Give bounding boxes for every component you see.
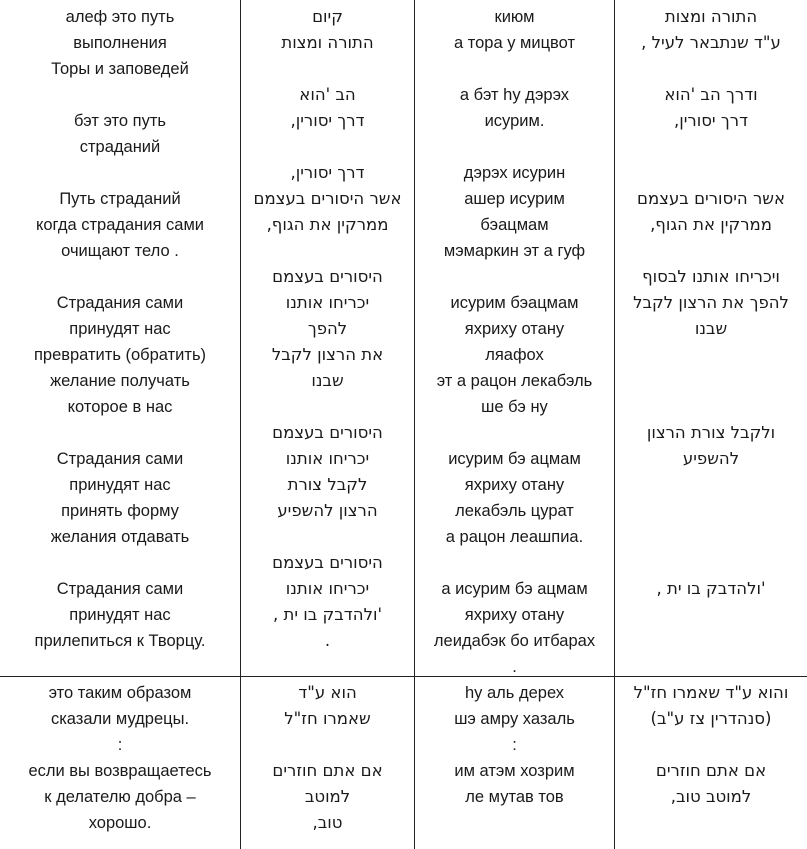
table-cell-line: Страдания сами (56, 294, 184, 312)
table-cell-line: יכריחו אותנו (285, 449, 370, 468)
table-cell-line: ע"ד שנתבאר לעיל , (641, 33, 781, 52)
table-cell-line: мэмаркин эт а гуф (443, 242, 586, 260)
table-cell-line: яхриху отану (464, 320, 565, 338)
table-cell-line: אם אתם חוזרים (655, 761, 767, 780)
table-cell-line: а исурим бэ ацмам (441, 580, 588, 598)
table-cell-line: למוטב טוב, (670, 787, 752, 806)
table-cell-line: שאמרו חז"ל (284, 709, 371, 728)
table-cell-line: להשפיע (682, 449, 740, 468)
table-cell-line: . (324, 631, 331, 650)
table-cell-line: принудят нас (69, 476, 171, 494)
table-cell-line: Страдания сами (56, 450, 184, 468)
table-cell-line: דרך יסורין, (673, 111, 749, 130)
table-cell-line: hу аль дерех (464, 684, 565, 702)
table-cell-line: ашер исурим (464, 190, 565, 208)
table-cell-line: ле мутав тов (465, 788, 564, 806)
table-cell-line: превратить (обратить) (33, 346, 207, 364)
table-cell-line: леидабэк бо итбарах (433, 632, 596, 650)
table-cell-line: התורה ומצות (281, 33, 374, 52)
table-cell-line: ממרקין את הגוף, (650, 215, 772, 234)
table-cell-line: а бэт hу дэрэх (459, 86, 570, 104)
table-cell-line: שבנו (311, 371, 344, 390)
table-cell-line: желание получать (50, 372, 190, 390)
table-cell-line: это таким образом (48, 684, 192, 702)
table-cell-line: דרך יסורין, (290, 163, 365, 182)
table-cell-line: желания отдавать (50, 528, 190, 546)
table-cell-line: бэт это путь (74, 112, 166, 130)
table-cell-line: выполнения (73, 34, 167, 52)
table-cell-line: היסורים בעצמם (272, 423, 383, 442)
table-cell-line: ולקבל צורת הרצון (646, 423, 776, 442)
hebrew-plain-column (241, 0, 414, 849)
table-cell-line: принудят нас (69, 320, 171, 338)
table-cell-line: אשר היסורים בעצמם (637, 189, 785, 208)
table-cell-line: Торы и заповедей (51, 60, 189, 78)
table-cell-line: קיום (312, 7, 343, 26)
table-cell-line: которое в нас (67, 398, 173, 416)
table-cell-line: הב 'הוא (299, 85, 356, 104)
table-cell-line: להפך את הרצון לקבל (633, 293, 789, 312)
table-cell-line: яхриху отану (464, 606, 565, 624)
table-cell-line: יכריחו אותנו (285, 293, 370, 312)
table-cell-line: לקבל צורת (287, 475, 368, 494)
table-cell-line: אם אתם חוזרים (272, 761, 383, 780)
russian-translation-column (0, 0, 240, 849)
table-cell-line: к делателю добра – (44, 788, 196, 806)
table-cell-line: שבנו (694, 319, 728, 338)
transliteration-column (415, 0, 614, 849)
table-cell-line: דרך יסורין, (290, 111, 365, 130)
table-cell-line: принять форму (61, 502, 179, 520)
table-cell-line: היסורים בעצמם (272, 553, 383, 572)
table-cell-line: הרצון להשפיע (277, 501, 378, 520)
table-cell-line: бэацмам (480, 216, 549, 234)
table-cell-line: исурим. (484, 112, 545, 130)
table-cell-line: алеф это путь (65, 8, 175, 26)
table-cell-line: ляафох (485, 346, 544, 364)
table-cell-line: טוב, (312, 813, 343, 832)
table-cell-line: להפך (307, 319, 348, 338)
table-cell-line: (סנהדרין צז ע"ב) (650, 709, 772, 728)
table-cell-line: когда страдания сами (35, 216, 205, 234)
table-cell-line: яхриху отану (464, 476, 565, 494)
table-cell-line: ממרקין את הגוף, (266, 215, 389, 234)
table-cell-line: 'ולהדבק בו ית , (656, 579, 766, 598)
table-cell-line: исурим бэацмам (450, 294, 579, 312)
table-cell-line: ше бэ ну (481, 398, 548, 416)
table-cell-line: את הרצון לקבל (271, 345, 384, 364)
table-cell-line: шэ амру хазаль (454, 710, 575, 728)
table-cell-line: ודרך הב 'הוא (664, 85, 758, 104)
table-cell-line: страданий (79, 138, 161, 156)
table-cell-line: очищают тело . (61, 242, 179, 260)
table-cell-line: Страдания сами (56, 580, 184, 598)
table-cell-line: а рацон леашпиа. (445, 528, 584, 546)
hebrew-vocalized-column (615, 0, 807, 849)
table-cell-line: והוא ע"ד שאמרו חז"ל (633, 683, 789, 702)
table-cell-line: : (512, 736, 517, 754)
table-cell-line: исурим бэ ацмам (448, 450, 581, 468)
table-cell-line: הוא ע"ד (298, 683, 357, 702)
table-cell-line: התורה ומצות (664, 7, 758, 26)
table-cell-line: им атэм хозрим (454, 762, 575, 780)
table-cell-line: принудят нас (69, 606, 171, 624)
table-cell-line: хорошо. (88, 814, 152, 832)
table-cell-line: היסורים בעצמם (272, 267, 383, 286)
table-cell-line: сказали мудрецы. (50, 710, 190, 728)
table-cell-line: יכריחו אותנו (285, 579, 370, 598)
table-cell-line: эт а рацон лекабэль (436, 372, 593, 390)
table-cell-line: Путь страданий (59, 190, 181, 208)
table-cell-line: киюм (494, 8, 535, 26)
table-cell-line: . (512, 658, 517, 676)
table-cell-line: ויכריחו אותנו לבסוף (642, 267, 780, 286)
table-cell-line: если вы возвращаетесь (28, 762, 212, 780)
table-cell-line: למוטב (304, 787, 351, 806)
table-cell-line: а тора у мицвот (453, 34, 576, 52)
table-cell-line: אשר היסורים בעצמם (253, 189, 402, 208)
table-cell-line: лекабэль цурат (455, 502, 574, 520)
table-cell-line: 'ולהדבק בו ית , (273, 605, 382, 624)
table-cell-line: дэрэх исурин (463, 164, 566, 182)
table-cell-line: прилепиться к Творцу. (34, 632, 206, 650)
table-cell-line: : (117, 736, 123, 754)
